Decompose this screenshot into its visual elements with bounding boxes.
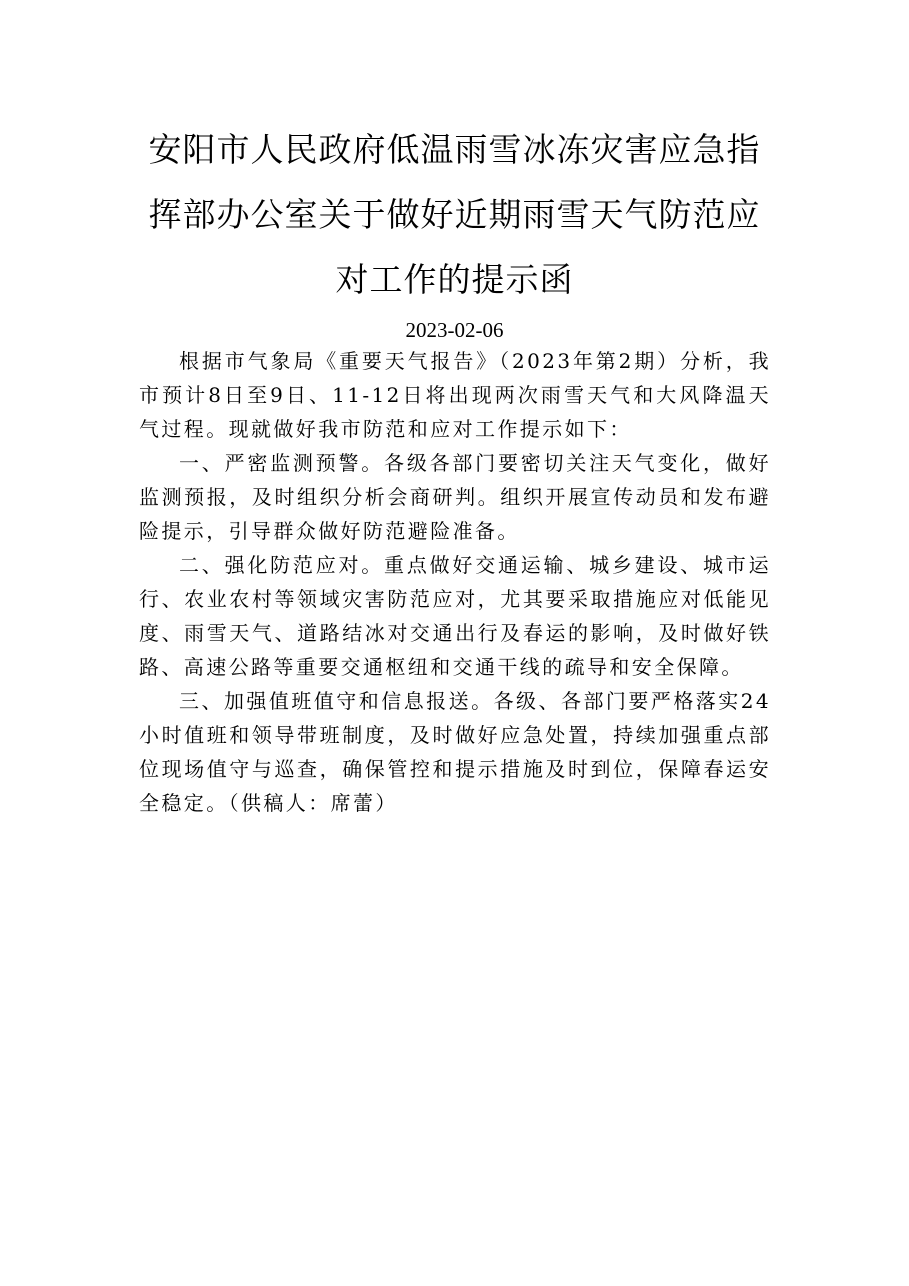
document-body (139, 344, 771, 820)
title-line-3: 对工作的提示函 (335, 260, 574, 299)
paragraph-prevention: 二、强化防范应对。重点做好交通运输、城乡建设、城市运行、农业农村等领域灾害防范应对，尤其要采取措施应对低能见度、雨雪天气、道路结冰对交通出行及春运的影响，及时做好铁路、高速公路等重要交通枢纽和交通干线的疏导和安全保障。 (139, 553, 771, 679)
title-line-2: 挥部办公室关于做好近期雨雪天气防范应 (148, 195, 761, 234)
title-line-1: 安阳市人民政府低温雨雪冰冻灾害应急指 (148, 130, 761, 169)
publish-date: 2023-02-06 (405, 318, 504, 342)
paragraph-monitoring: 一、严密监测预警。各级各部门要密切关注天气变化，做好监测预报，及时组织分析会商研判。组织开展宣传动员和发布避险提示，引导群众做好防范避险准备。 (139, 451, 771, 543)
paragraph-duty: 三、加强值班值守和信息报送。各级、各部门要严格落实24小时值班和领导带班制度，及时做好应急处置，持续加强重点部位现场值守与巡查，确保管控和提示措施及时到位，保障春运安全稳定。（供稿人：席蕾） (139, 689, 771, 815)
paragraph-intro: 根据市气象局《重要天气报告》（2023年第2期）分析，我市预计8日至9日、11-12日将出现两次雨雪天气和大风降温天气过程。现就做好我市防范和应对工作提示如下： (139, 349, 771, 441)
